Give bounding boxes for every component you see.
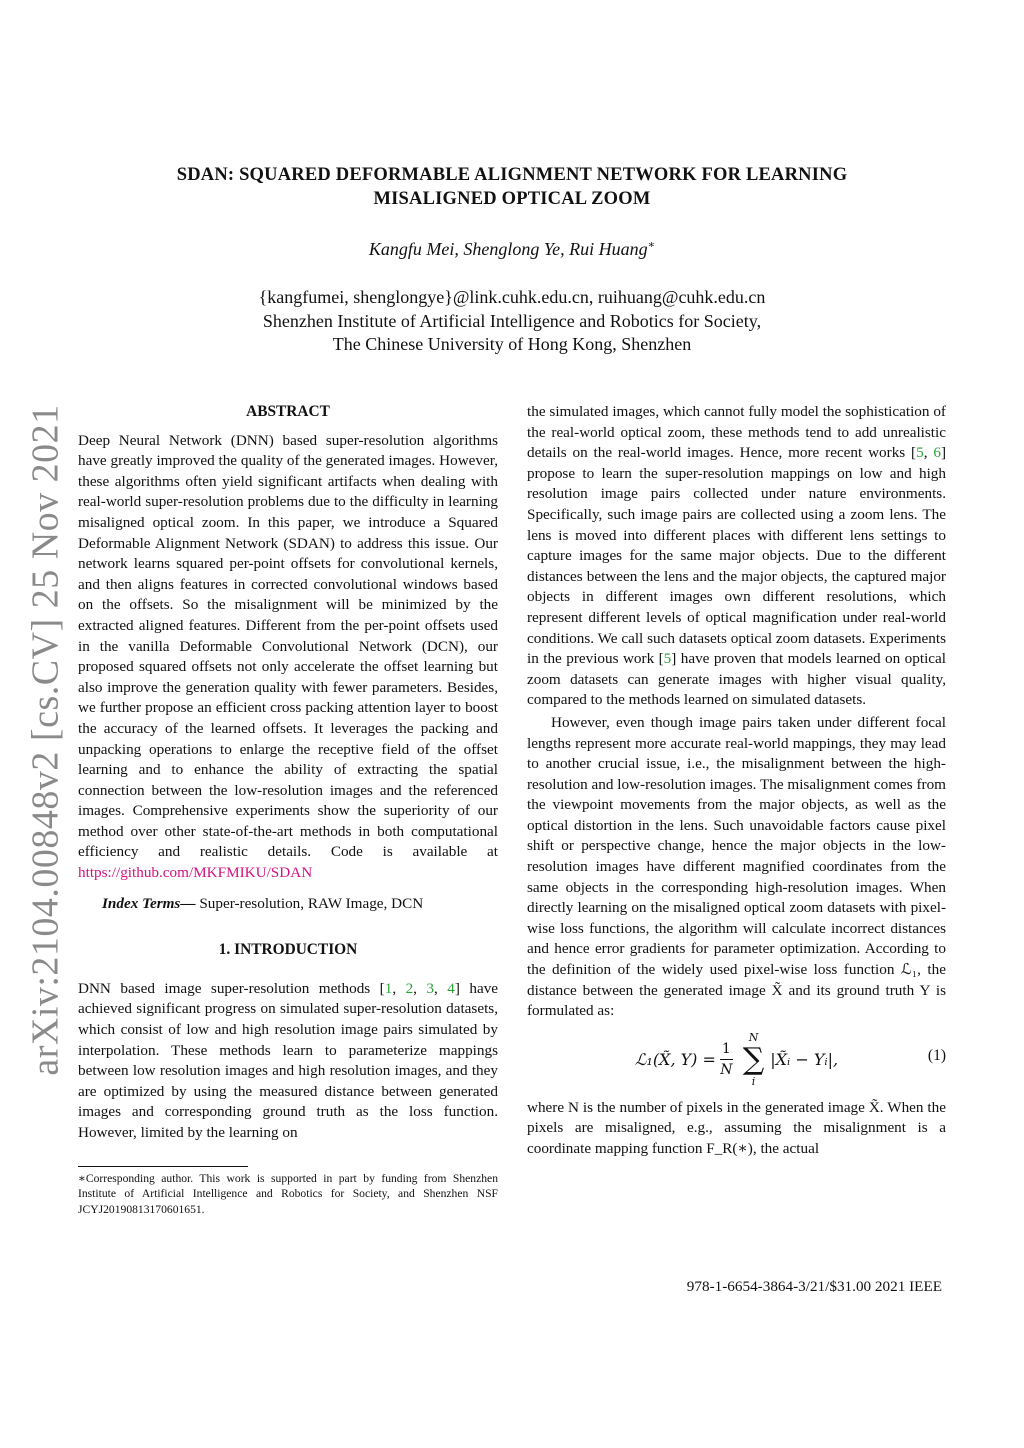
paper-title — [100, 163, 924, 211]
right-p1-b: ] propose to learn the super-resolution mappings on low and high resolution image pairs collected under nature environments. Specifically, such image pairs are collected using a zoom lens. The lens is moved into different places with different lens settings to capture images for the same major objects. Due to the different distances between the lens and the major objects, the captured major objects in different images own different resolutions, which represent different levels of optical magnification under real-world conditions. We call such datasets optical zoom datasets. Experiments in the previous work [ — [527, 444, 946, 668]
index-terms — [78, 894, 498, 915]
cite-1[interactable]: 1 — [384, 979, 393, 997]
institute-name: Shenzhen Institute of Artificial Intelligence and Robotics for Society, — [262, 310, 762, 331]
cite-5[interactable]: 5 — [916, 444, 924, 462]
eq-fraction — [720, 1039, 733, 1081]
equation-1 — [527, 1022, 946, 1098]
arxiv-stamp-text: arXiv:2104.00848v2 [cs.CV] 25 Nov 2021 — [25, 404, 67, 1076]
eq-frac-den: N — [720, 1062, 733, 1079]
left-column — [78, 402, 498, 1217]
cite-6[interactable]: 6 — [933, 444, 941, 462]
footnote: ∗Corresponding author. This work is supported in part by funding from Shenzhen Institute of Artificial Intelligence and Robotics for Society, and Shenzhen NSF JCYJ20190813170601651. — [78, 1171, 498, 1216]
title-line-1: SDAN: SQUARED DEFORMABLE ALIGNMENT NETWORK FOR LEARNING — [176, 165, 848, 185]
footnote-rule — [78, 1166, 248, 1167]
code-link[interactable]: https://github.com/MKFMIKU/SDAN — [78, 864, 313, 882]
author-emails: {kangfumei, shenglongye}@link.cuhk.edu.cn, ruihuang@cuhk.edu.cn — [258, 287, 766, 307]
right-p1-a: the simulated images, which cannot fully model the sophistication of the real-world optical zoom, these methods tend to add unrealistic details on the real-world images. Hence, more recent works [ — [527, 403, 946, 462]
arxiv-stamp — [16, 404, 76, 1076]
cite-3[interactable]: 3 — [426, 979, 435, 997]
index-terms-label: Index Terms— — [102, 894, 196, 912]
abstract-heading: ABSTRACT — [246, 403, 330, 420]
eq-frac-num: 1 — [720, 1039, 733, 1061]
cite-2[interactable]: 2 — [405, 979, 414, 997]
cite-5b[interactable]: 5 — [663, 650, 672, 668]
eq-lhs: ℒ₁(X̃, Y) = — [634, 1049, 716, 1069]
right-paragraph-1: the simulated images, which cannot fully model the sophistication of the real-world optical zoom, these methods tend to add unrealistic details on the real-world images. Hence, more recent works [5, 6] propose to learn the super-resolution mappings on low and high resolution image pairs collected under nature environments. Specifically, such image pairs are collected using a zoom lens. The lens is moved into different places with different lens settings to capture images for the same major objects. Due to the different distances between the lens and the major objects, the captured major objects in different images own different resolutions, which represent different levels of optical magnification under real-world conditions. We call such datasets optical zoom datasets. Experiments in the previous work [5] have proven that models learned on optical zoom datasets can generate images with higher visual quality, compared to the methods learned on simulated datasets. — [527, 403, 946, 709]
intro-text-rest: ] have achieved significant progress on simulated super-resolution datasets, which consist of low and high resolution image pairs simulated by interpolation. These methods learn to parameterize mappings between low resolution images and high resolution images, and they are optimized by using the measured distance between generated images and corresponding ground truth as the loss function. However, limited by the learning on — [78, 979, 499, 1141]
eq-summation — [743, 1031, 764, 1089]
sum-symbol-icon: ∑ — [742, 1041, 765, 1077]
index-terms-text: Super-resolution, RAW Image, DCN — [199, 894, 424, 912]
right-paragraph-3: where N is the number of pixels in the generated image X̃. When the pixels are misaligned, e.g., assuming the misalignment is a coordinate mapping function F_R(∗), the actual — [527, 1098, 946, 1157]
title-line-2: MISALIGNED OPTICAL ZOOM — [373, 189, 651, 209]
isbn-line: 978-1-6654-3864-3/21/$31.00 2021 IEEE — [686, 1278, 942, 1295]
abstract-text: Deep Neural Network (DNN) based super-resolution algorithms have greatly improved the quality of the generated images. However, these algorithms often yield significant artifacts when dealing with real-world super-resolution problems due to the difficulty in learning misaligned optical zoom. In this paper, we introduce a Squared Deformable Alignment Network (SDAN) to address this issue. Our network learns squared per-point offsets for convolutional kernels, and then aligns features in corrected convolutional windows based on the offsets. So the misalignment will be minimized by the extracted aligned features. Different from the per-point offsets used in the vanilla Deformable Convolutional Network (DCN), our proposed squared offsets not only accelerate the offset learning but also improve the generation quality with fewer parameters. Besides, we further propose an efficient cross packing attention layer to boost the accuracy of the learned offsets. It leverages the packing and unpacking operations to enlarge the receptive field of the offset learning and to enhance the ability of extracting the spatial connection between the low-resolution images and the referenced images. Comprehensive experiments show the superiority of our method over other state-of-the-art methods in both computational efficiency and realistic details. Code is available at — [78, 431, 498, 861]
authors-text: Kangfu Mei, Shenglong Ye, Rui Huang — [368, 239, 648, 259]
right-paragraph-2: However, even though image pairs taken under different focal lengths represent more accurate real-world mappings, they may lead to another crucial issue, i.e., the misalignment between the high-resolution and low-resolution images. The misalignment comes from the viewpoint movements from the major objects, as well as the optical distortion in the lens. Such unavoidable factors cause pixel shift or perspective change, hence the major objects in the low-resolution images have different magnified coordinates from the same objects in the corresponding high-resolution images. When directly learning on the misaligned optical zoom datasets with pixel-wise loss functions, the algorithm will calculate incorrect distances and hence error gradients for parameter optimization. According to the definition of the widely used pixel-wise loss function ℒ₁, the distance between the generated image X̃ and its ground truth Y is formulated as: — [527, 713, 946, 1020]
author-mark: ∗ — [647, 239, 656, 251]
cite-4[interactable]: 4 — [447, 979, 455, 997]
author-list — [100, 238, 924, 260]
intro-paragraph: DNN based image super-resolution methods [1, 2, 3, 4] have achieved significant progress on simulated super-resolution datasets, which consist of low and high resolution image pairs simulated by interpolation. These methods learn to parameterize mappings between low resolution images and high resolution images, and they are optimized by using the measured distance between generated images and corresponding ground truth as the loss function. However, limited by the learning on — [78, 979, 499, 1141]
eq-sum-bottom: i — [751, 1074, 756, 1088]
right-column — [527, 402, 946, 1160]
university-name: The Chinese University of Hong Kong, Shenzhen — [332, 334, 692, 354]
right-p1-c: ] have proven that models learned on optical zoom datasets can generate images with higher visual quality, compared to the methods learned on simulated datasets. — [527, 650, 946, 709]
eq-number: (1) — [927, 1046, 946, 1064]
intro-heading: 1. INTRODUCTION — [218, 941, 358, 959]
intro-text-start: DNN based image super-resolution methods [ — [78, 979, 385, 997]
eq-sum-top: N — [748, 1030, 759, 1044]
eq-rhs: |X̃ᵢ − Yᵢ|, — [770, 1049, 839, 1069]
abstract-body — [78, 431, 498, 884]
affiliation — [100, 286, 924, 357]
